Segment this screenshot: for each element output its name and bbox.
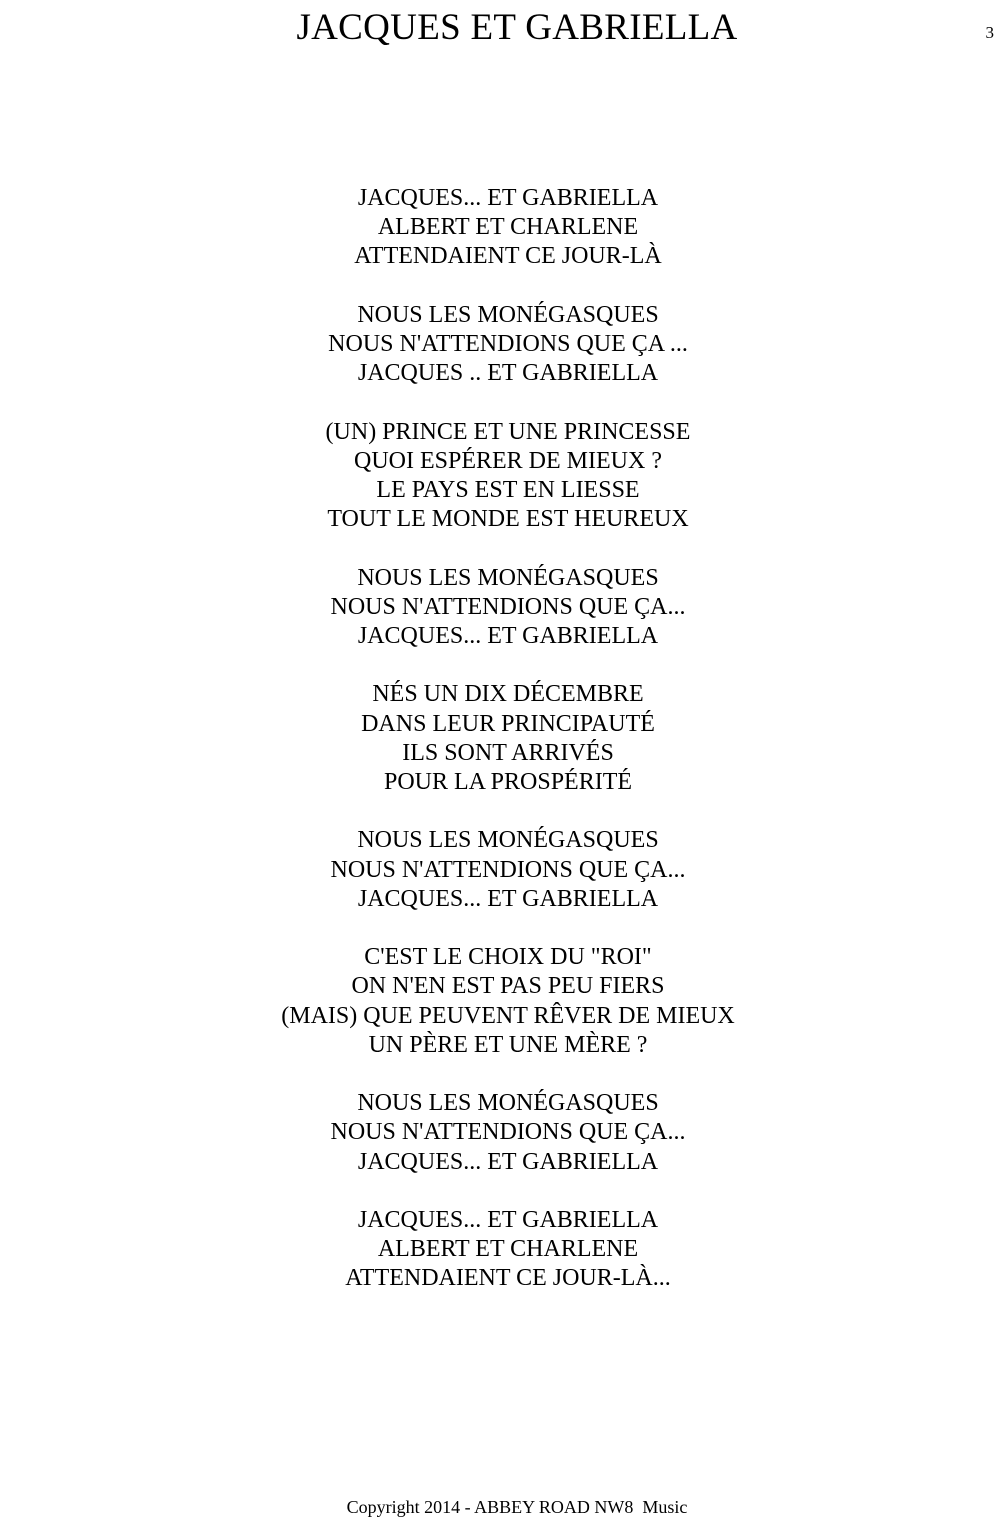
lyric-line: NOUS N'ATTENDIONS QUE ÇA...	[330, 593, 686, 620]
lyric-line: NOUS N'ATTENDIONS QUE ÇA...	[330, 856, 686, 883]
stanza-7	[0, 943, 1000, 1060]
lyric-line: JACQUES... ET GABRIELLA	[357, 623, 659, 649]
lyric-line: NOUS LES MONÉGASQUES	[357, 564, 659, 591]
stanza-2	[0, 301, 1000, 389]
stanza-1	[0, 184, 1000, 272]
copyright-footer: Copyright 2014 - ABBEY ROAD NW8 Music	[346, 1497, 688, 1517]
stanza-9	[0, 1206, 1000, 1294]
stanza-4	[0, 564, 1000, 652]
lyric-line: JACQUES... ET GABRIELLA	[357, 1148, 659, 1175]
lyrics-body	[0, 184, 1000, 1323]
lyric-line: NÉS UN DIX DÉCEMBRE	[372, 681, 644, 708]
lyric-line: JACQUES... ET GABRIELLA	[357, 885, 659, 912]
lyric-line: UN PÈRE ET UNE MÈRE ?	[368, 1031, 648, 1058]
lyric-line: NOUS LES MONÉGASQUES	[357, 1090, 659, 1117]
lyric-line: ILS SONT ARRIVÉS	[402, 739, 614, 766]
lyric-line: NOUS N'ATTENDIONS QUE ÇA ...	[328, 331, 688, 357]
lyric-line: ALBERT ET CHARLENE	[377, 1236, 639, 1263]
lyric-line: JACQUES... ET GABRIELLA	[357, 1206, 659, 1233]
stanza-8	[0, 1089, 1000, 1177]
lyric-line: C'EST LE CHOIX DU "ROI"	[364, 944, 652, 971]
lyric-line: NOUS N'ATTENDIONS QUE ÇA...	[330, 1119, 686, 1146]
lyric-line: JACQUES .. ET GABRIELLA	[357, 360, 659, 387]
lyric-line: POUR LA PROSPÉRITÉ	[383, 769, 633, 795]
lyric-line: NOUS LES MONÉGASQUES	[357, 827, 659, 854]
page-title: JACQUES ET GABRIELLA	[296, 7, 738, 48]
lyric-line: (MAIS) QUE PEUVENT RÊVER DE MIEUX	[281, 1002, 735, 1029]
lyric-line: (UN) PRINCE ET UNE PRINCESSE	[325, 418, 691, 445]
stanza-6	[0, 826, 1000, 914]
lyric-line: TOUT LE MONDE EST HEUREUX	[327, 506, 689, 533]
lyric-line: ALBERT ET CHARLENE	[377, 214, 639, 241]
lyric-line: JACQUES... ET GABRIELLA	[357, 185, 659, 211]
stanza-5	[0, 680, 1000, 797]
lyric-line: ON N'EN EST PAS PEU FIERS	[351, 973, 665, 1000]
lyric-line: LE PAYS EST EN LIESSE	[376, 477, 640, 503]
lyric-line: NOUS LES MONÉGASQUES	[357, 301, 659, 328]
lyric-line: DANS LEUR PRINCIPAUTÉ	[361, 710, 655, 737]
stanza-3	[0, 418, 1000, 535]
page-number: 3	[985, 23, 994, 42]
lyric-line: QUOI ESPÉRER DE MIEUX ?	[354, 447, 662, 474]
lyric-line: ATTENDAIENT CE JOUR-LÀ...	[345, 1265, 671, 1292]
lyric-line: ATTENDAIENT CE JOUR-LÀ	[354, 243, 662, 270]
